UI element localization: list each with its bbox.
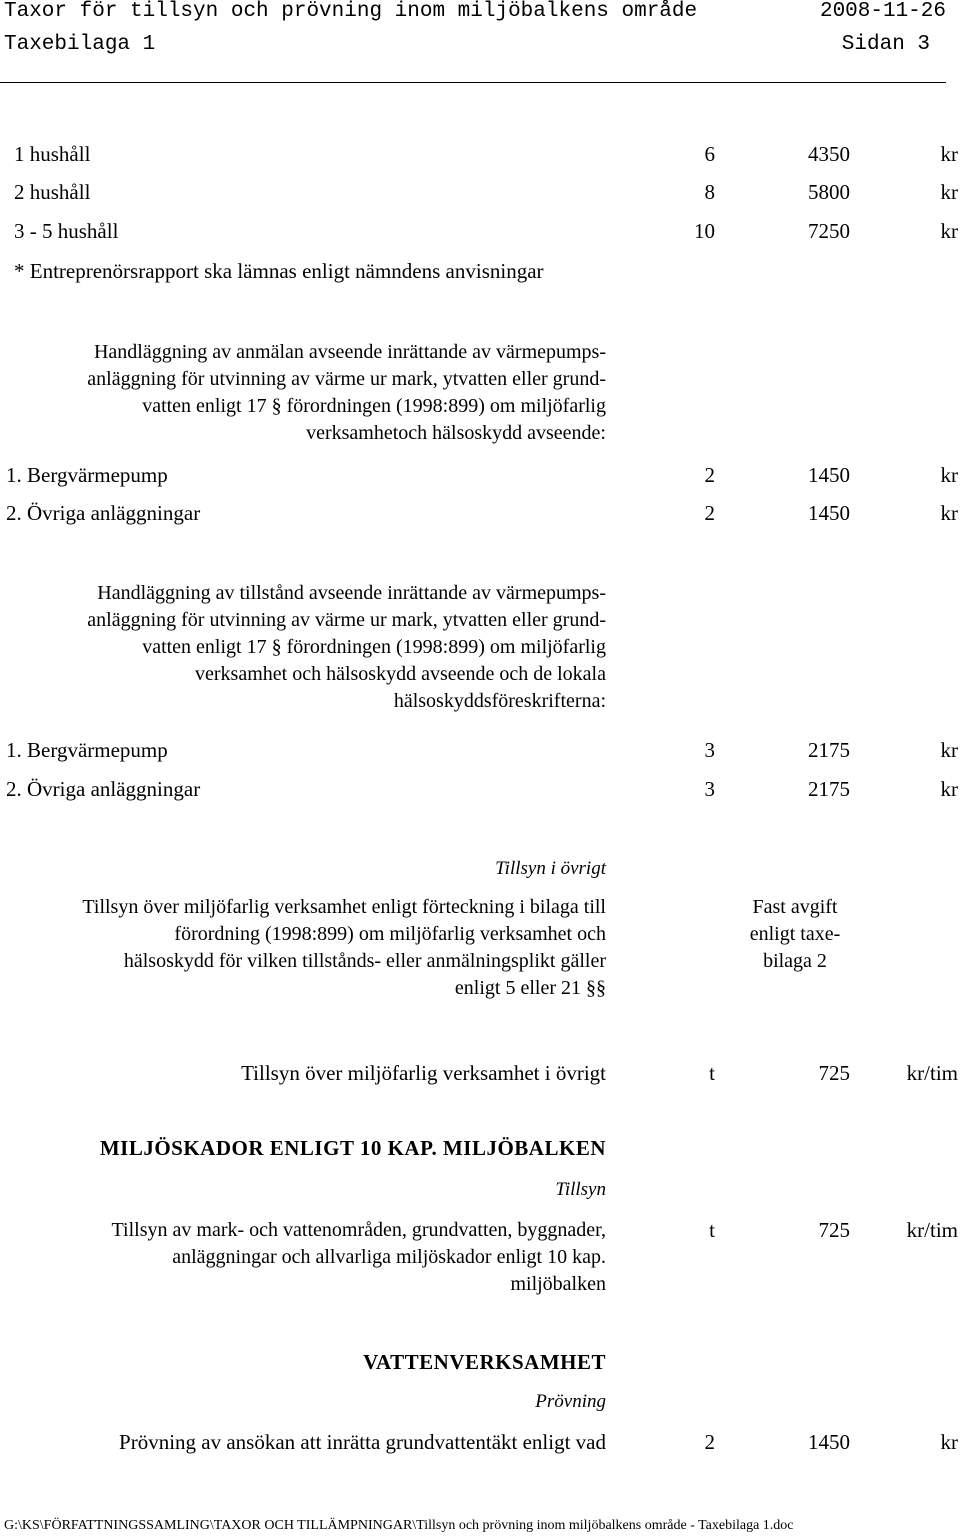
description-line: enligt 5 eller 21 §§ [454, 977, 606, 999]
household-unit: kr [940, 180, 958, 204]
tillsyn-description [0, 894, 606, 1002]
document-date: 2008-11-26 [819, 0, 946, 23]
fee-note-line: bilaga 2 [763, 950, 827, 972]
miljoskador-description [0, 1217, 606, 1298]
fee-note-line: Fast avgift [752, 896, 838, 918]
description-line: Handläggning av tillstånd avseende inrättande av värmepumps- [97, 582, 606, 604]
household-label: 1 hushåll [14, 142, 91, 166]
fee-row-label: 1. Bergvärmepump [6, 463, 168, 487]
household-unit: kr [940, 142, 958, 166]
fee-row-unit: kr [940, 501, 958, 525]
header-divider [0, 82, 946, 83]
description-line: hälsoskydd för vilken tillstånds- eller anmälningsplikt gäller [123, 950, 606, 972]
description-line: Tillsyn av mark- och vattenområden, grundvatten, byggnader, [111, 1219, 606, 1241]
description-line: anläggningar och allvarliga miljöskador enligt 10 kap. [172, 1246, 606, 1268]
entrepreneur-note: * Entreprenörsrapport ska lämnas enligt nämndens anvisningar [14, 259, 544, 283]
fee-row-amount: 2175 [808, 777, 850, 801]
household-label: 3 - 5 hushåll [14, 219, 119, 243]
fee-row-hours: 2 [704, 1430, 715, 1454]
fee-row-amount: 725 [818, 1061, 850, 1085]
section-anmalan-description [0, 339, 606, 447]
description-line: verksamhet och hälsoskydd avseende och de lokala [195, 663, 606, 685]
fee-row-label: 1. Bergvärmepump [6, 738, 168, 762]
fee-row-hours: t [709, 1061, 715, 1085]
tillsyn-heading: Tillsyn i övrigt [495, 858, 606, 879]
household-hours: 6 [704, 142, 715, 166]
fee-row-unit: kr [940, 777, 958, 801]
household-amount: 5800 [808, 180, 850, 204]
fixed-fee-note [715, 894, 875, 975]
fee-row-hours: 2 [704, 463, 715, 487]
fee-row-label: 2. Övriga anläggningar [6, 501, 201, 525]
description-line: miljöbalken [510, 1273, 606, 1295]
fee-row-amount: 1450 [808, 1430, 850, 1454]
household-amount: 7250 [808, 219, 850, 243]
vatten-row-label: Prövning av ansökan att inrätta grundvattentäkt enligt vad [119, 1430, 606, 1454]
household-hours: 8 [704, 180, 715, 204]
description-line: anläggning för utvinning av värme ur mark, ytvatten eller grund- [87, 368, 606, 390]
fee-row-label: 2. Övriga anläggningar [6, 777, 201, 801]
description-line: Tillsyn över miljöfarlig verksamhet enligt förteckning i bilaga till [82, 896, 606, 918]
fee-row-amount: 725 [818, 1218, 850, 1242]
fee-row-amount: 1450 [808, 463, 850, 487]
fee-row-hours: 3 [704, 777, 715, 801]
fee-row-hours: 2 [704, 501, 715, 525]
miljoskador-heading: MILJÖSKADOR ENLIGT 10 KAP. MILJÖBALKEN [99, 1136, 606, 1160]
household-amount: 4350 [808, 142, 850, 166]
household-unit: kr [940, 219, 958, 243]
document-subtitle: Taxebilaga 1 [4, 33, 156, 56]
file-path-footer: G:\KS\FÖRFATTNINGSSAMLING\TAXOR OCH TILLÄMPNINGAR\Tillsyn och prövning inom miljöbalkens område - Taxebilaga 1.doc [4, 1518, 794, 1533]
vatten-heading: VATTENVERKSAMHET [363, 1350, 606, 1374]
vatten-subheading: Prövning [535, 1391, 606, 1412]
description-line: vatten enligt 17 § förordningen (1998:899) om miljöfarlig [142, 636, 606, 658]
description-line: vatten enligt 17 § förordningen (1998:899) om miljöfarlig [142, 395, 606, 417]
fee-row-hours: 3 [704, 738, 715, 762]
fee-row-hours: t [709, 1218, 715, 1242]
household-hours: 10 [694, 219, 715, 243]
fee-note-line: enligt taxe- [749, 923, 841, 945]
fee-row-amount: 1450 [808, 501, 850, 525]
description-line: anläggning för utvinning av värme ur mark, ytvatten eller grund- [87, 609, 606, 631]
fee-row-unit: kr [940, 463, 958, 487]
page-number: Sidan 3 [841, 33, 930, 56]
section-tillstand-description [0, 580, 606, 715]
description-line: verksamhetoch hälsoskydd avseende: [306, 422, 606, 444]
fee-row-unit: kr/tim [906, 1218, 958, 1242]
tillsyn-other-label: Tillsyn över miljöfarlig verksamhet i övrigt [241, 1061, 606, 1085]
document-title: Taxor för tillsyn och prövning inom miljöbalkens område [4, 0, 698, 23]
fee-row-amount: 2175 [808, 738, 850, 762]
description-line: förordning (1998:899) om miljöfarlig verksamhet och [174, 923, 606, 945]
description-line: hälsoskyddsföreskrifterna: [393, 690, 606, 712]
miljoskador-subheading: Tillsyn [555, 1179, 606, 1200]
fee-row-unit: kr [940, 1430, 958, 1454]
household-label: 2 hushåll [14, 180, 91, 204]
fee-row-unit: kr/tim [906, 1061, 958, 1085]
fee-row-unit: kr [940, 738, 958, 762]
description-line: Handläggning av anmälan avseende inrättande av värmepumps- [93, 341, 606, 363]
